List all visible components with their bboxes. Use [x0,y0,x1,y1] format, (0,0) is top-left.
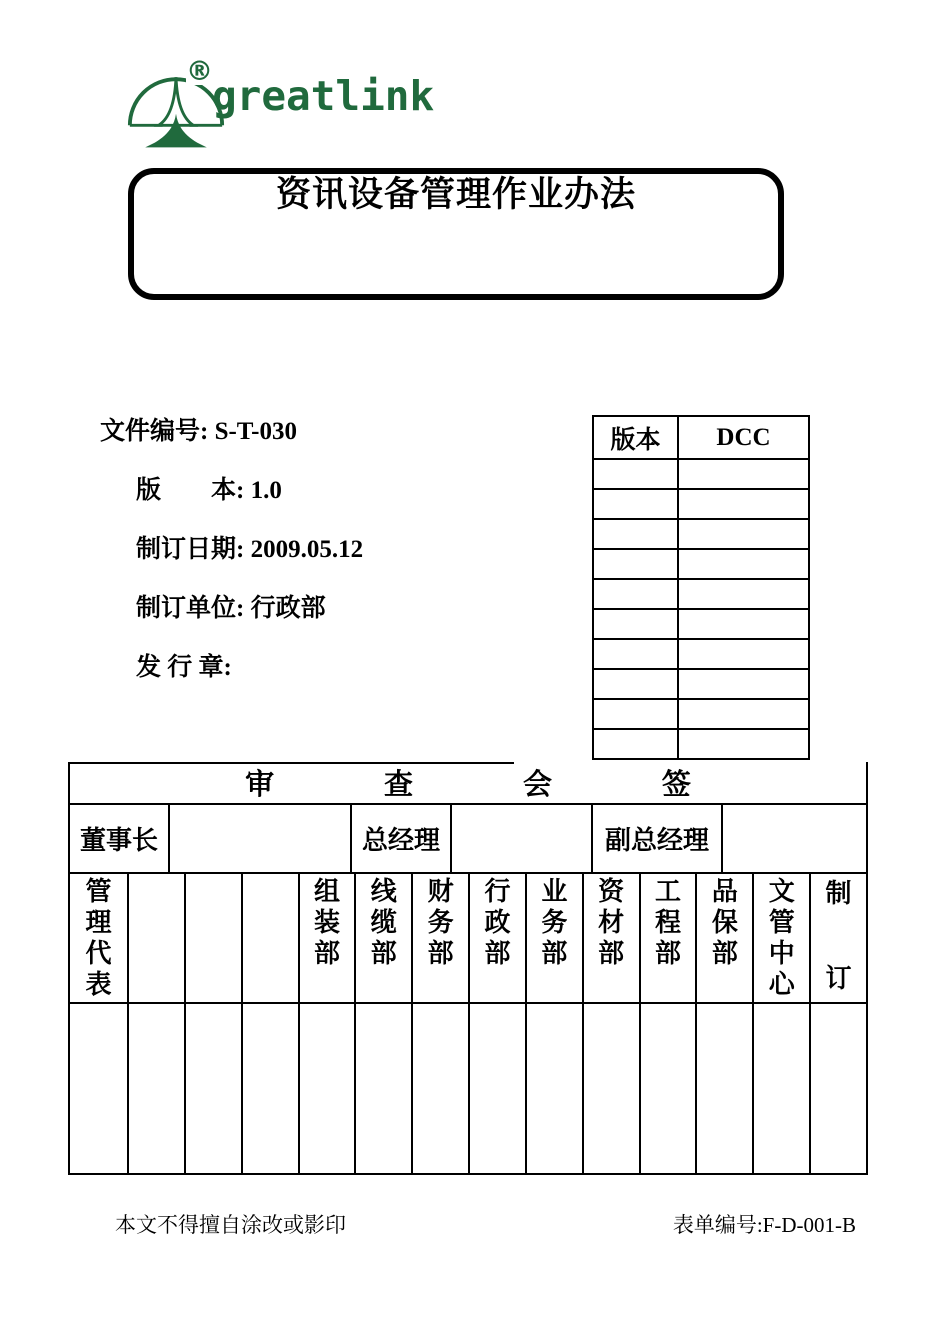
version-table [592,415,810,760]
version-cell [593,669,678,699]
version-cell [593,489,678,519]
doc-info-line-date [100,520,363,579]
dept-label-cell: 资 材 部 [584,874,641,1002]
review-empty-cell [356,1004,413,1173]
review-empty-cell [186,1004,243,1173]
dept-label-cell: 行 政 部 [470,874,527,1002]
dept-label-cell: 线 缆 部 [356,874,413,1002]
doc-info-value: 行政部 [250,595,326,622]
review-empty-cell [641,1004,698,1173]
dept-empty-cell [129,874,186,1002]
dept-label-cell: 制 订 [825,879,852,993]
dcc-cell [678,489,809,519]
version-table-row [593,579,809,609]
doc-info-line-unit [100,579,363,638]
registered-trademark-icon: ® [186,56,213,87]
review-empty-cell [70,1004,129,1173]
doc-info-label: 制订单位: [136,595,245,622]
signer-label-cell: 总经理 [352,805,452,872]
doc-info-value: 1.0 [250,477,282,504]
version-table-row [593,519,809,549]
doc-info-value: S-T-030 [214,418,298,445]
version-cell [593,519,678,549]
version-table-body [593,459,809,759]
footer-note: 本文不得擅自涂改或影印 [115,1213,346,1237]
version-cell [593,579,678,609]
dcc-cell [678,459,809,489]
doc-info-line-seal [100,638,363,697]
version-cell [593,699,678,729]
version-table-row [593,459,809,489]
dcc-cell [678,699,809,729]
review-header-chars [245,762,691,803]
dept-label-cell: 工 程 部 [641,874,698,1002]
review-empty-cell [811,1004,866,1173]
review-empty-row [68,1004,868,1175]
doc-info-line-number [100,402,363,461]
review-header-char: 审 [245,769,275,801]
dcc-header-cell: DCC [678,416,809,459]
version-table-header-row [593,416,809,459]
version-table-row [593,669,809,699]
dept-label-cell: 财 务 部 [413,874,470,1002]
review-empty-cell [300,1004,357,1173]
dept-label-cell: 组 装 部 [300,874,357,1002]
version-table-row [593,729,809,759]
review-empty-cell [470,1004,527,1173]
doc-info-label: 制订日期: [136,536,245,563]
dept-label-cell: 品 保 部 [697,874,754,1002]
dept-label-cell: 文 管 中 心 [754,874,811,1002]
dcc-cell [678,609,809,639]
dcc-cell [678,729,809,759]
review-empty-cell [697,1004,754,1173]
dcc-cell [678,669,809,699]
version-table-row [593,489,809,519]
review-signer-row [68,805,868,874]
version-header-cell: 版本 [593,416,678,459]
dept-empty-cell [243,874,300,1002]
signature-cell [723,805,866,872]
review-table [68,762,868,1175]
version-table-row [593,609,809,639]
dcc-cell [678,579,809,609]
version-table-row [593,639,809,669]
signer-label-cell: 董事长 [70,805,170,872]
doc-info-label: 发 行 章: [136,654,232,681]
review-empty-cell [754,1004,811,1173]
review-header-row [68,762,868,805]
dcc-cell [678,519,809,549]
review-header-char: 签 [661,769,691,801]
version-table-row [593,549,809,579]
document-title: 资讯设备管理作业办法 [275,175,636,214]
review-dept-row [68,874,868,1004]
doc-info-line-version [100,461,363,520]
signer-label-cell: 副总经理 [593,805,723,872]
doc-info [100,402,363,697]
review-header-char: 会 [522,769,552,801]
footer-form-number: 表单编号:F-D-001-B [672,1213,856,1237]
dept-label-cell: 管 理 代 表 [70,874,129,1002]
doc-info-value: 2009.05.12 [250,536,364,563]
review-empty-cell [527,1004,584,1173]
review-empty-cell [129,1004,186,1173]
title-box [128,168,784,300]
doc-info-label: 文件编号: [100,418,209,445]
review-empty-cell [243,1004,300,1173]
dcc-cell [678,639,809,669]
dept-label-cell: 业 务 部 [527,874,584,1002]
version-cell [593,549,678,579]
version-cell [593,729,678,759]
signature-cell [452,805,593,872]
doc-info-label: 版 本: [136,477,245,504]
dcc-cell [678,549,809,579]
version-cell [593,639,678,669]
version-cell [593,609,678,639]
review-header-char: 查 [384,769,414,801]
review-empty-cell [413,1004,470,1173]
table-top-border [68,762,514,764]
version-cell [593,459,678,489]
review-empty-cell [584,1004,641,1173]
signature-cell [170,805,352,872]
version-table-row [593,699,809,729]
dept-empty-cell [186,874,243,1002]
brand-wordmark: greatlink [212,72,435,120]
